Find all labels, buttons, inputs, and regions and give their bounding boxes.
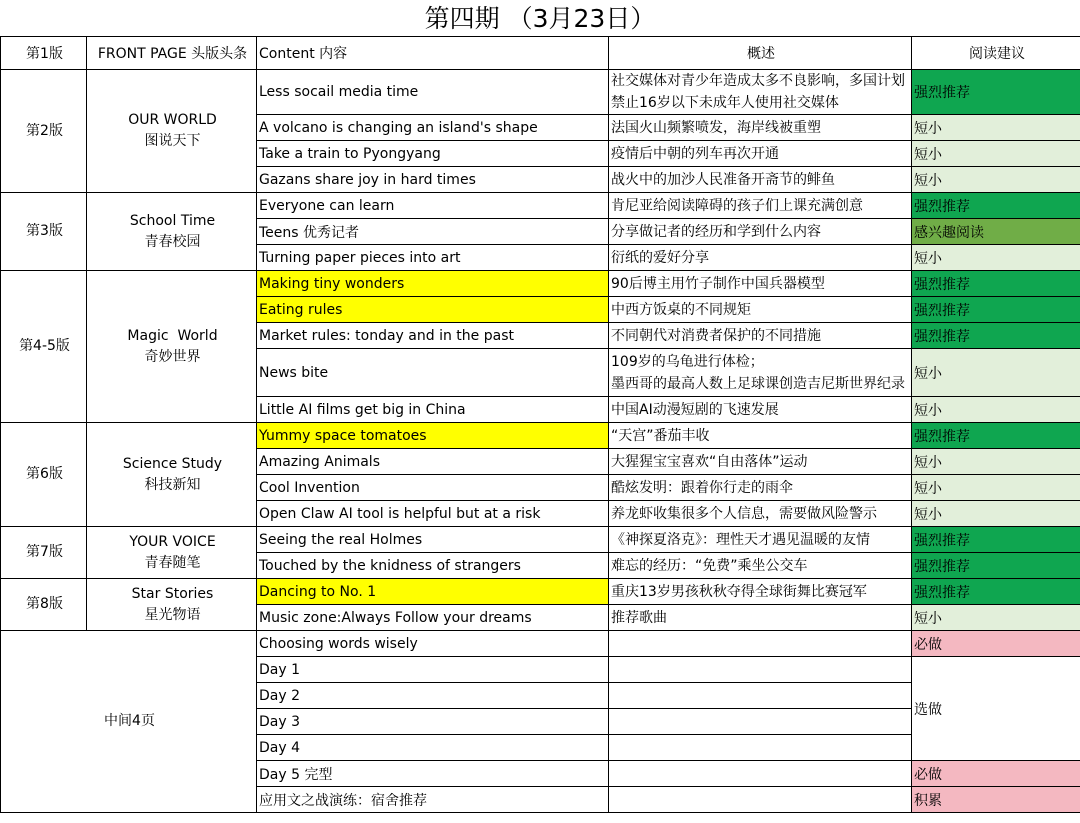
content-cell: Open Claw AI tool is helpful but at a risk — [257, 501, 609, 527]
section-cell — [87, 193, 257, 271]
summary-cell — [609, 683, 912, 709]
section-name-zh: 奇妙世界 — [144, 348, 201, 365]
recommendation-cell: 必做 — [912, 631, 1080, 657]
summary-cell — [609, 761, 912, 787]
content-cell: Day 3 — [257, 709, 609, 735]
summary-cell: 大猩猩宝宝喜欢“自由落体”运动 — [609, 449, 912, 475]
summary-cell: 难忘的经历：“免费”乘坐公交车 — [609, 553, 912, 579]
recommendation-cell: 强烈推荐 — [912, 193, 1080, 219]
summary-cell: 中国AI动漫短剧的飞速发展 — [609, 397, 912, 423]
summary-line: 社交媒体对青少年造成太多不良影响，多国计划 — [611, 73, 905, 89]
table-row — [1, 527, 1080, 553]
recommendation-cell: 强烈推荐 — [912, 70, 1080, 115]
table-row — [1, 193, 1080, 219]
recommendation-cell: 强烈推荐 — [912, 297, 1080, 323]
content-cell: Less socail media time — [257, 70, 609, 115]
recommendation-cell: 短小 — [912, 167, 1080, 193]
content-cell: Teens 优秀记者 — [257, 219, 609, 245]
reading-schedule-table — [0, 36, 1080, 813]
section-name-en: School Time — [129, 212, 216, 229]
content-cell: Eating rules — [257, 297, 609, 323]
summary-cell: 分享做记者的经历和学到什么内容 — [609, 219, 912, 245]
header-row — [1, 37, 1080, 70]
content-cell: Dancing to No. 1 — [257, 579, 609, 605]
summary-cell — [609, 735, 912, 761]
summary-cell: 酷炫发明：跟着你行走的雨伞 — [609, 475, 912, 501]
summary-cell: 疫情后中朝的列车再次开通 — [609, 141, 912, 167]
section-cell — [87, 527, 257, 579]
section-cell — [87, 423, 257, 527]
header-content: Content 内容 — [257, 37, 609, 70]
summary-line: 109岁的乌龟进行体检； — [611, 353, 764, 370]
edition-cell: 第8版 — [1, 579, 87, 631]
table-row — [1, 579, 1080, 605]
summary-cell: 法国火山频繁喷发，海岸线被重塑 — [609, 115, 912, 141]
content-cell: Day 2 — [257, 683, 609, 709]
content-cell: Cool Invention — [257, 475, 609, 501]
recommendation-cell: 短小 — [912, 397, 1080, 423]
recommendation-cell: 选做 — [912, 657, 1080, 761]
content-cell: Seeing the real Holmes — [257, 527, 609, 553]
recommendation-cell: 积累 — [912, 787, 1080, 813]
table-row — [1, 631, 1080, 657]
summary-cell: 重庆13岁男孩秋秋夺得全球街舞比赛冠军 — [609, 579, 912, 605]
table-row — [1, 271, 1080, 297]
content-cell: Day 1 — [257, 657, 609, 683]
recommendation-cell: 短小 — [912, 245, 1080, 271]
content-cell: News bite — [257, 349, 609, 397]
middle-pages-cell: 中间4页 — [1, 631, 257, 813]
section-name-en: Magic World — [127, 327, 218, 344]
edition-cell: 第6版 — [1, 423, 87, 527]
summary-line: 禁止16岁以下未成年人使用社交媒体 — [611, 95, 839, 111]
summary-cell: 《神探夏洛克》：理性天才遇见温暖的友情 — [609, 527, 912, 553]
content-cell: Gazans share joy in hard times — [257, 167, 609, 193]
edition-cell: 第7版 — [1, 527, 87, 579]
content-cell: Yummy space tomatoes — [257, 423, 609, 449]
content-cell: Choosing words wisely — [257, 631, 609, 657]
recommendation-cell: 短小 — [912, 501, 1080, 527]
summary-cell: 养龙虾收集很多个人信息，需要做风险警示 — [609, 501, 912, 527]
summary-cell — [609, 787, 912, 813]
section-name-zh: 青春随笔 — [144, 554, 201, 571]
section-cell — [87, 579, 257, 631]
content-cell: Market rules: tonday and in the past — [257, 323, 609, 349]
summary-cell — [609, 70, 912, 115]
header-recommendation: 阅读建议 — [912, 37, 1080, 70]
header-edition: 第1版 — [1, 37, 87, 70]
section-name-zh: 星光物语 — [144, 606, 201, 623]
content-cell: Music zone:Always Follow your dreams — [257, 605, 609, 631]
section-name-zh: 科技新知 — [144, 476, 201, 493]
table-row — [1, 423, 1080, 449]
edition-cell: 第3版 — [1, 193, 87, 271]
section-name-en: OUR WORLD — [128, 112, 217, 128]
recommendation-cell: 感兴趣阅读 — [912, 219, 1080, 245]
content-cell: Making tiny wonders — [257, 271, 609, 297]
recommendation-cell: 短小 — [912, 449, 1080, 475]
edition-cell: 第2版 — [1, 70, 87, 193]
section-cell — [87, 271, 257, 423]
header-summary: 概述 — [609, 37, 912, 70]
recommendation-cell: 强烈推荐 — [912, 271, 1080, 297]
summary-line: 墨西哥的最高人数上足球课创造吉尼斯世界纪录 — [611, 375, 905, 392]
content-cell: Take a train to Pyongyang — [257, 141, 609, 167]
content-cell: Turning paper pieces into art — [257, 245, 609, 271]
section-name-en: YOUR VOICE — [129, 533, 216, 550]
section-cell — [87, 70, 257, 193]
summary-cell: 肯尼亚给阅读障碍的孩子们上课充满创意 — [609, 193, 912, 219]
summary-cell: 不同朝代对消费者保护的不同措施 — [609, 323, 912, 349]
recommendation-cell: 强烈推荐 — [912, 423, 1080, 449]
recommendation-cell: 短小 — [912, 349, 1080, 397]
summary-cell: 推荐歌曲 — [609, 605, 912, 631]
summary-cell: 中西方饭桌的不同规矩 — [609, 297, 912, 323]
content-cell: Everyone can learn — [257, 193, 609, 219]
summary-cell — [609, 631, 912, 657]
content-cell: Touched by the knidness of strangers — [257, 553, 609, 579]
recommendation-cell: 短小 — [912, 141, 1080, 167]
summary-cell — [609, 709, 912, 735]
summary-cell: 90后博主用竹子制作中国兵器模型 — [609, 271, 912, 297]
recommendation-cell: 强烈推荐 — [912, 323, 1080, 349]
section-name-en: Star Stories — [131, 585, 214, 602]
summary-cell — [609, 657, 912, 683]
content-cell: Day 5 完型 — [257, 761, 609, 787]
header-section: FRONT PAGE 头版头条 — [87, 37, 257, 70]
summary-cell: 战火中的加沙人民准备开斋节的鲱鱼 — [609, 167, 912, 193]
section-name-zh: 青春校园 — [144, 233, 201, 250]
summary-cell: “天宫”番茄丰收 — [609, 423, 912, 449]
table-row — [1, 70, 1080, 115]
section-name-en: Science Study — [122, 455, 223, 472]
recommendation-cell: 短小 — [912, 115, 1080, 141]
page-title: 第四期 （3月23日） — [424, 4, 656, 33]
content-cell: 应用文之战演练：宿舍推荐 — [257, 787, 609, 813]
recommendation-cell: 短小 — [912, 475, 1080, 501]
recommendation-cell: 强烈推荐 — [912, 553, 1080, 579]
recommendation-cell: 必做 — [912, 761, 1080, 787]
summary-cell — [609, 349, 912, 397]
edition-cell: 第4-5版 — [1, 271, 87, 423]
summary-cell: 衍纸的爱好分享 — [609, 245, 912, 271]
recommendation-cell: 短小 — [912, 605, 1080, 631]
recommendation-cell: 强烈推荐 — [912, 579, 1080, 605]
recommendation-cell: 强烈推荐 — [912, 527, 1080, 553]
content-cell: Little AI films get big in China — [257, 397, 609, 423]
content-cell: Day 4 — [257, 735, 609, 761]
content-cell: A volcano is changing an island's shape — [257, 115, 609, 141]
section-name-zh: 图说天下 — [144, 133, 201, 149]
content-cell: Amazing Animals — [257, 449, 609, 475]
